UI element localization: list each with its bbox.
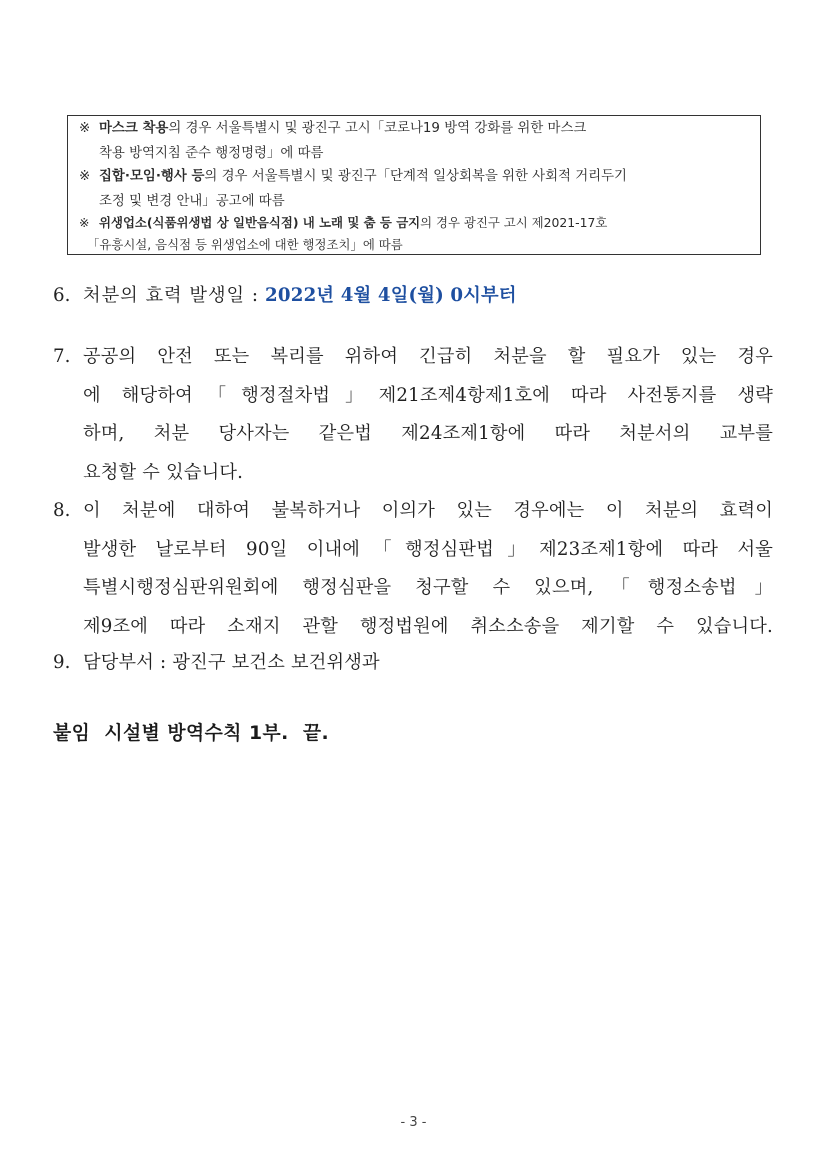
item-number: 6. (53, 285, 71, 306)
notice-mask (79, 116, 750, 166)
item-8-line-2: 발생한 날로부터 90일 이내에「행정심판법」제23조제1항에 따라 서울 (83, 538, 773, 560)
item-6 (53, 283, 773, 309)
notice-hygiene-cont: 「유흥시설, 음식점 등 위생업소에 대한 행정조치」에 따름 (87, 237, 403, 252)
reference-mark: ※ (79, 169, 91, 184)
notice-hygiene (79, 212, 750, 256)
item-number: 9. (53, 652, 71, 673)
attachment-note: 붙임 시설별 방역수칙 1부. 끝. (53, 723, 330, 744)
item-6-label: 처분의 효력 발생일 : (83, 285, 260, 306)
item-7-line-1: 공공의 안전 또는 복리를 위하여 긴급히 처분을 할 필요가 있는 경우 (83, 346, 773, 367)
item-7 (53, 338, 773, 492)
item-number: 7. (53, 346, 71, 367)
item-7-line-4: 요청할 수 있습니다. (83, 461, 244, 483)
effective-date: 2022년 4월 4일(월) 0시부터 (265, 285, 517, 306)
notice-gathering-text: 의 경우 서울특별시 및 광진구「단계적 일상회복을 위한 사회적 거리두기 (204, 169, 627, 184)
item-6-line (53, 283, 773, 309)
item-9 (53, 650, 773, 676)
notice-mask-title: 마스크 착용 (99, 121, 169, 136)
notice-mask-cont: 착용 방역지침 준수 행정명령」에 따름 (99, 146, 324, 161)
page-number: - 3 - (400, 1115, 427, 1130)
notice-mask-text: 의 경우 서울특별시 및 광진구 고시「코로나19 방역 강화를 위한 마스크 (168, 121, 587, 136)
item-8-line-1: 이 처분에 대하여 불복하거나 이의가 있는 경우에는 이 처분의 효력이 (83, 500, 773, 521)
notice-gathering-title: 집합·모임·행사 등 (99, 169, 205, 184)
item-7-line-2: 에 해당하여「행정절차법」제21조제4항제1호에 따라 사전통지를 생략 (83, 384, 773, 406)
notice-gathering-cont: 조정 및 변경 안내」공고에 따름 (99, 194, 285, 209)
item-7-line-3: 하며, 처분 당사자는 같은법 제24조제1항에 따라 처분서의 교부를 (83, 423, 773, 444)
reference-mark: ※ (79, 121, 91, 136)
notice-hygiene-text: 의 경우 광진구 고시 제2021-17호 (420, 215, 608, 230)
item-8 (53, 492, 773, 646)
item-number: 8. (53, 500, 71, 521)
notice-gathering (79, 164, 750, 214)
notice-box (67, 115, 761, 255)
item-9-text: 담당부서 : 광진구 보건소 보건위생과 (83, 652, 380, 673)
item-8-line-4: 제9조에 따라 소재지 관할 행정법원에 취소소송을 제기할 수 있습니다. (83, 615, 773, 637)
item-8-line-3: 특별시행정심판위원회에 행정심판을 청구할 수 있으며,「행정소송법」 (83, 577, 773, 598)
reference-mark: ※ (79, 215, 90, 230)
notice-hygiene-title: 위생업소(식품위생법 상 일반음식점) 내 노래 및 춤 등 금지 (99, 215, 421, 230)
